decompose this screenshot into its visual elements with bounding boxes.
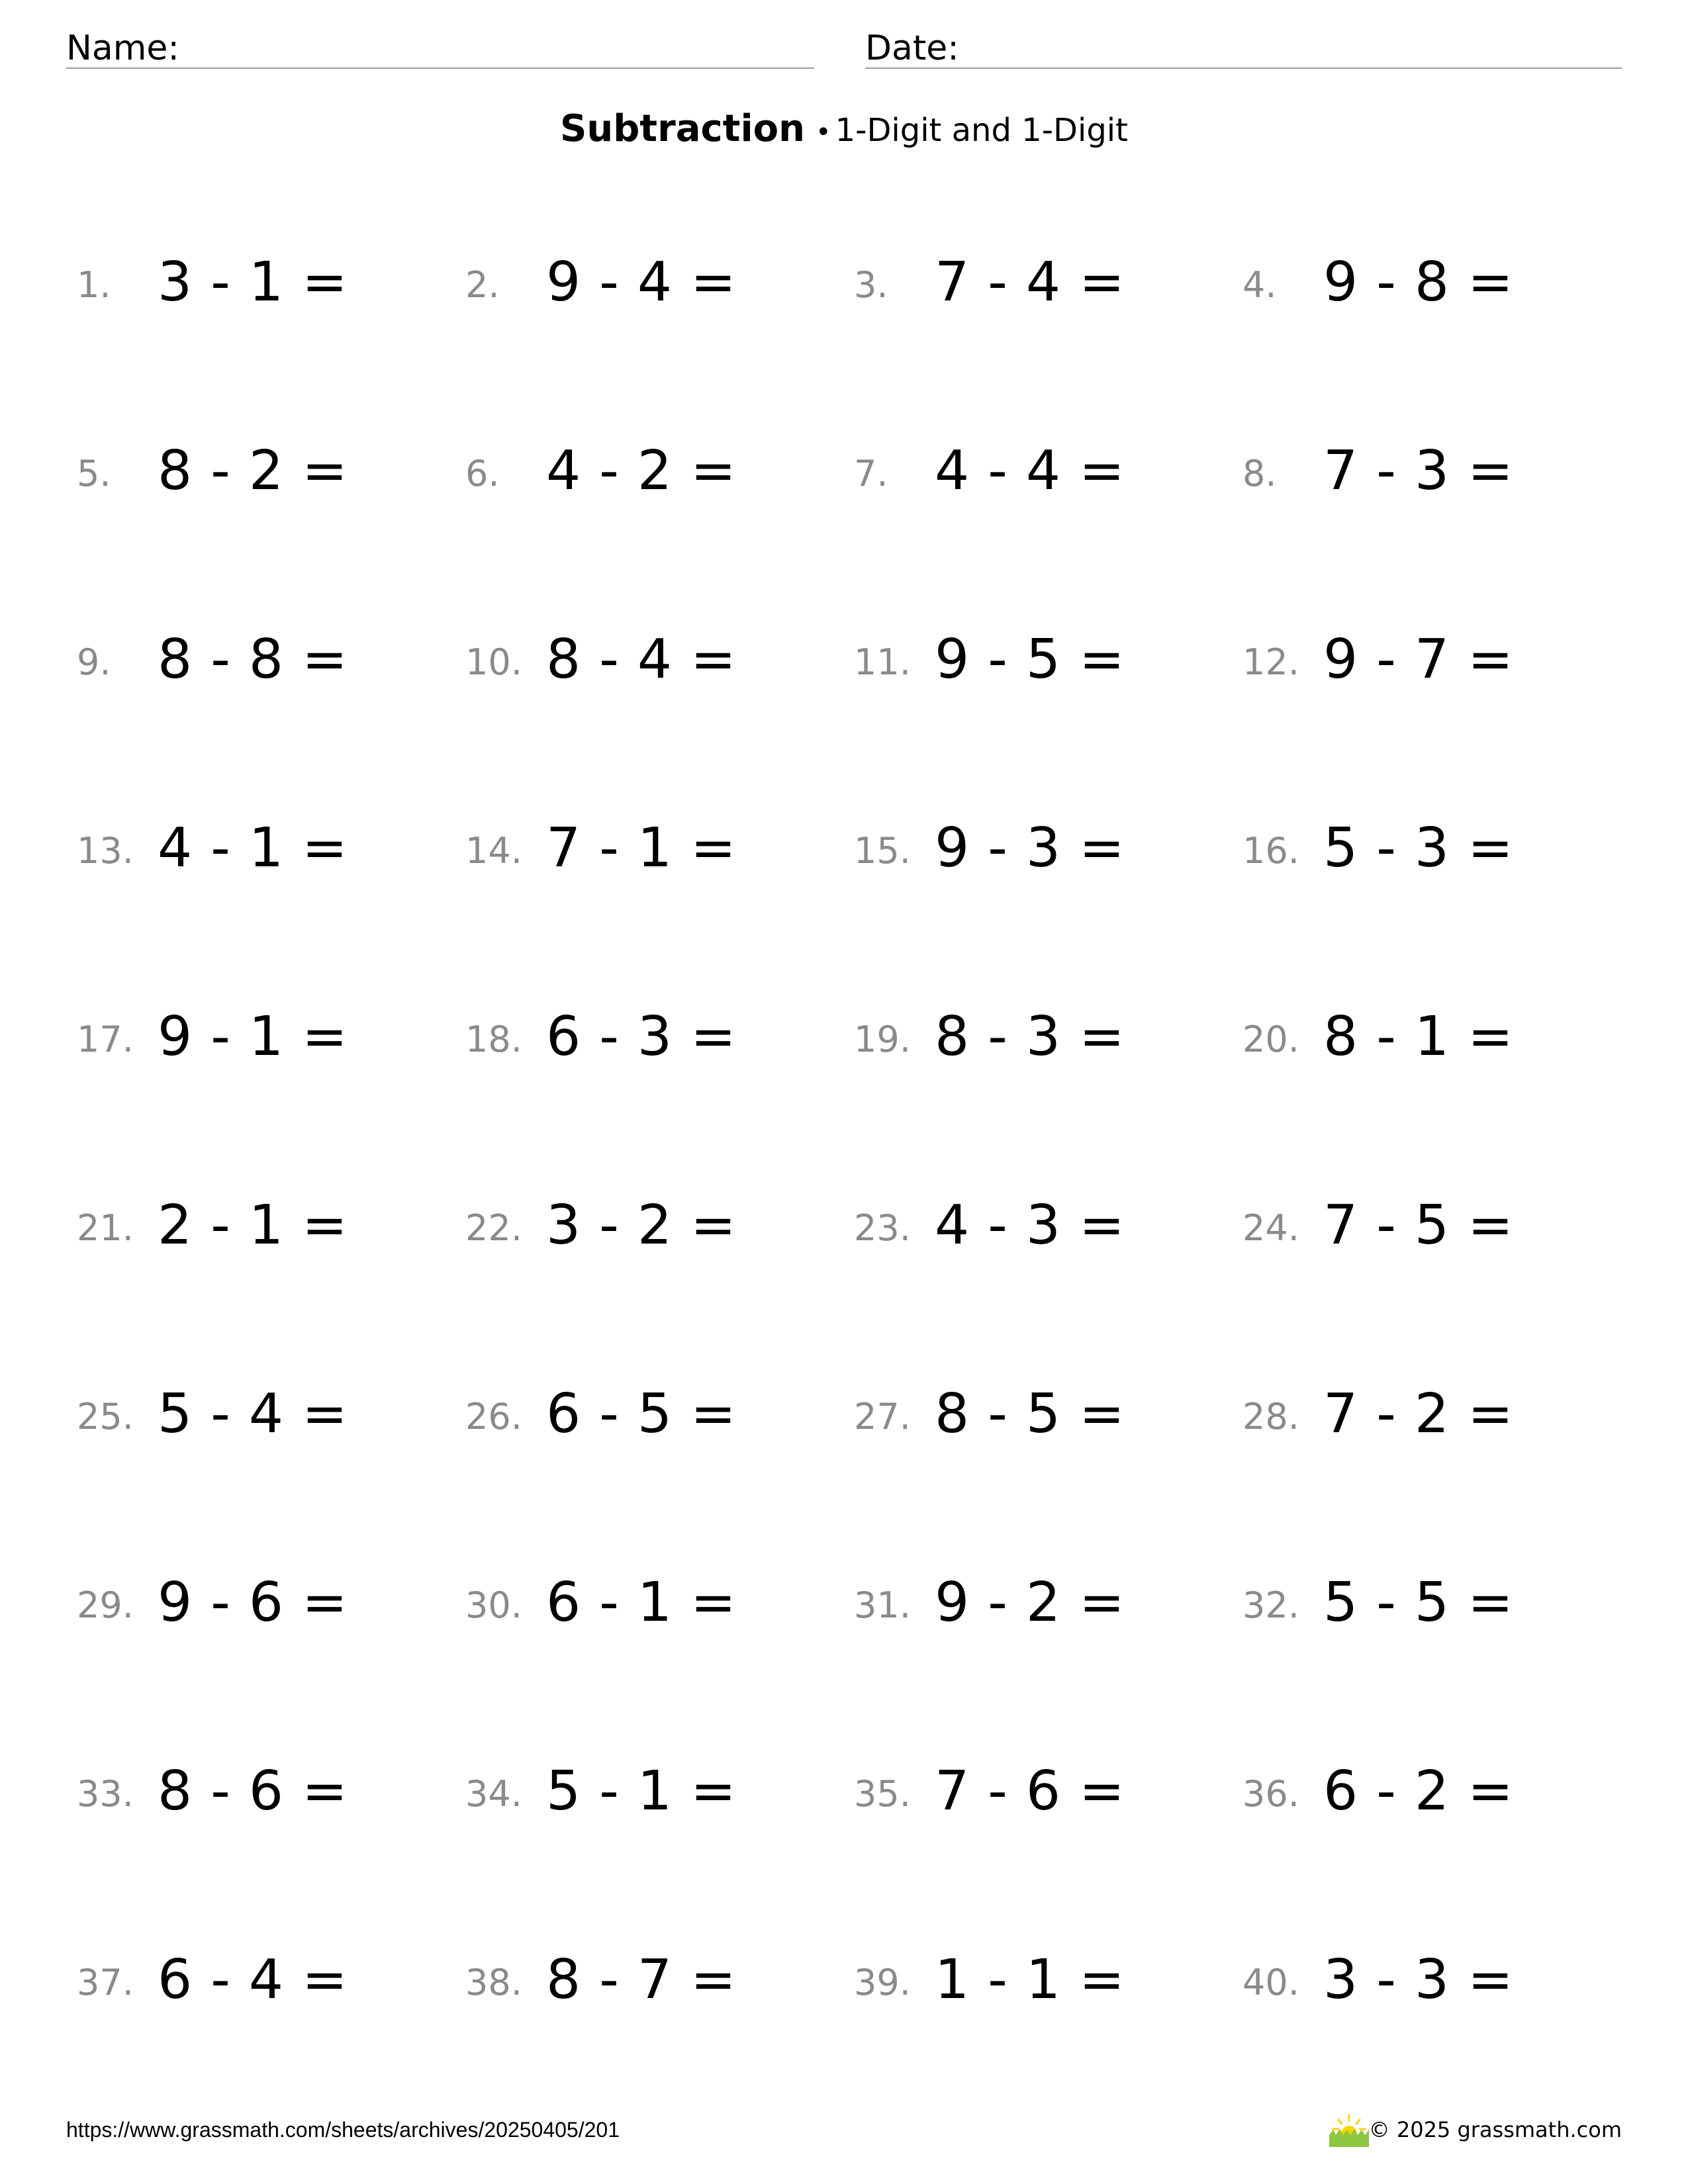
problem-number: 6. [465,453,500,494]
problem-expression: 4 - 2 = [546,439,737,502]
problem-number: 15. [854,830,911,872]
problem-expression: 9 - 3 = [935,817,1125,880]
problem-expression: 8 - 3 = [935,1005,1125,1068]
title-main: Subtraction [560,107,805,150]
problem-expression: 8 - 4 = [546,628,737,691]
title-subtitle: 1-Digit and 1-Digit [835,112,1128,149]
problem-number: 38. [465,1962,522,2003]
problem-item [854,1571,1225,1643]
problem-number: 28. [1243,1396,1299,1437]
problem-number: 40. [1243,1962,1299,2003]
problem-item [854,251,1225,323]
problem-item [465,1005,836,1077]
problem-number: 36. [1243,1773,1299,1815]
problem-number: 29. [77,1584,134,1626]
problem-item [854,817,1225,889]
problem-expression: 3 - 1 = [158,251,348,314]
problem-expression: 6 - 4 = [158,1948,348,2011]
problem-item [854,1005,1225,1077]
problem-expression: 4 - 4 = [935,439,1125,502]
problem-number: 31. [854,1584,911,1626]
date-line [865,68,1622,69]
problem-expression: 8 - 2 = [158,439,348,502]
problem-expression: 6 - 5 = [546,1383,737,1445]
problem-expression: 7 - 4 = [935,251,1125,314]
problem-number: 12. [1243,641,1299,683]
name-label: Name: [66,28,179,68]
problem-number: 11. [854,641,911,683]
problem-item [1243,439,1613,512]
problem-expression: 9 - 2 = [935,1571,1125,1634]
problem-expression: 5 - 4 = [158,1383,348,1445]
problem-item [77,1760,447,1832]
problem-number: 13. [77,830,134,872]
problem-number: 4. [1243,264,1277,306]
problem-item [1243,1383,1613,1455]
problem-expression: 7 - 1 = [546,817,737,880]
problem-item [77,1194,447,1266]
problem-number: 20. [1243,1019,1299,1060]
problem-item [854,1194,1225,1266]
problem-number: 27. [854,1396,911,1437]
problem-expression: 3 - 2 = [546,1194,737,1257]
problem-expression: 7 - 6 = [935,1760,1125,1823]
problem-item [465,251,836,323]
problem-number: 19. [854,1019,911,1060]
problem-number: 8. [1243,453,1277,494]
problem-item [465,628,836,700]
problem-number: 30. [465,1584,522,1626]
problem-expression: 4 - 3 = [935,1194,1125,1257]
problem-expression: 9 - 8 = [1323,251,1514,314]
problem-number: 5. [77,453,111,494]
problem-expression: 9 - 1 = [158,1005,348,1068]
problem-expression: 9 - 4 = [546,251,737,314]
problem-item [1243,1005,1613,1077]
problem-number: 33. [77,1773,134,1815]
problem-item [1243,1948,1613,2021]
problem-expression: 6 - 2 = [1323,1760,1514,1823]
date-label: Date: [865,28,959,68]
problem-number: 23. [854,1207,911,1249]
problem-expression: 5 - 1 = [546,1760,737,1823]
problem-item [465,439,836,512]
problem-number: 39. [854,1962,911,2003]
problem-number: 35. [854,1773,911,1815]
problem-item [465,1383,836,1455]
problem-item [1243,628,1613,700]
grass-sun-logo-icon [1327,2111,1372,2148]
problem-item [77,1005,447,1077]
problem-expression: 8 - 7 = [546,1948,737,2011]
problem-expression: 9 - 7 = [1323,628,1514,691]
problem-item [77,439,447,512]
problem-expression: 1 - 1 = [935,1948,1125,2011]
problem-expression: 5 - 5 = [1323,1571,1514,1634]
problem-item [1243,817,1613,889]
problem-item [1243,1194,1613,1266]
problem-item [1243,1760,1613,1832]
problem-item [77,817,447,889]
problem-item [854,1948,1225,2021]
problem-expression: 7 - 5 = [1323,1194,1514,1257]
problem-expression: 8 - 1 = [1323,1005,1514,1068]
title-bullet: • [815,117,831,148]
problem-item [1243,251,1613,323]
problem-expression: 8 - 6 = [158,1760,348,1823]
problem-number: 32. [1243,1584,1299,1626]
problem-expression: 6 - 3 = [546,1005,737,1068]
problem-expression: 7 - 3 = [1323,439,1514,502]
problem-item [1243,1571,1613,1643]
problem-item [77,1571,447,1643]
footer-url: https://www.grassmath.com/sheets/archives/20250405/201 [66,2118,620,2142]
problem-number: 7. [854,453,888,494]
problem-item [854,1760,1225,1832]
problem-item [465,1948,836,2021]
problem-expression: 9 - 6 = [158,1571,348,1634]
problem-number: 3. [854,264,888,306]
problem-expression: 9 - 5 = [935,628,1125,691]
problem-item [77,1383,447,1455]
problem-item [465,1571,836,1643]
problem-number: 34. [465,1773,522,1815]
problem-item [465,1194,836,1266]
problem-item [854,439,1225,512]
problem-number: 18. [465,1019,522,1060]
problem-number: 24. [1243,1207,1299,1249]
problem-number: 10. [465,641,522,683]
problem-item [77,251,447,323]
footer-copyright: © 2025 grassmath.com [1368,2117,1622,2142]
problem-number: 16. [1243,830,1299,872]
problem-expression: 6 - 1 = [546,1571,737,1634]
problem-item [854,628,1225,700]
problem-number: 21. [77,1207,134,1249]
problem-expression: 8 - 8 = [158,628,348,691]
problem-number: 25. [77,1396,134,1437]
problem-number: 1. [77,264,111,306]
problem-number: 26. [465,1396,522,1437]
problem-expression: 4 - 1 = [158,817,348,880]
problem-expression: 5 - 3 = [1323,817,1514,880]
problem-number: 2. [465,264,500,306]
problem-number: 22. [465,1207,522,1249]
problem-expression: 3 - 3 = [1323,1948,1514,2011]
problem-expression: 7 - 2 = [1323,1383,1514,1445]
problem-item [854,1383,1225,1455]
problem-number: 17. [77,1019,134,1060]
problem-expression: 2 - 1 = [158,1194,348,1257]
problem-number: 14. [465,830,522,872]
problem-item [77,628,447,700]
name-line [66,68,814,69]
problem-expression: 8 - 5 = [935,1383,1125,1445]
problem-item [77,1948,447,2021]
problem-item [465,817,836,889]
problem-number: 9. [77,641,111,683]
problem-item [465,1760,836,1832]
worksheet-title [0,106,1688,161]
problem-number: 37. [77,1962,134,2003]
